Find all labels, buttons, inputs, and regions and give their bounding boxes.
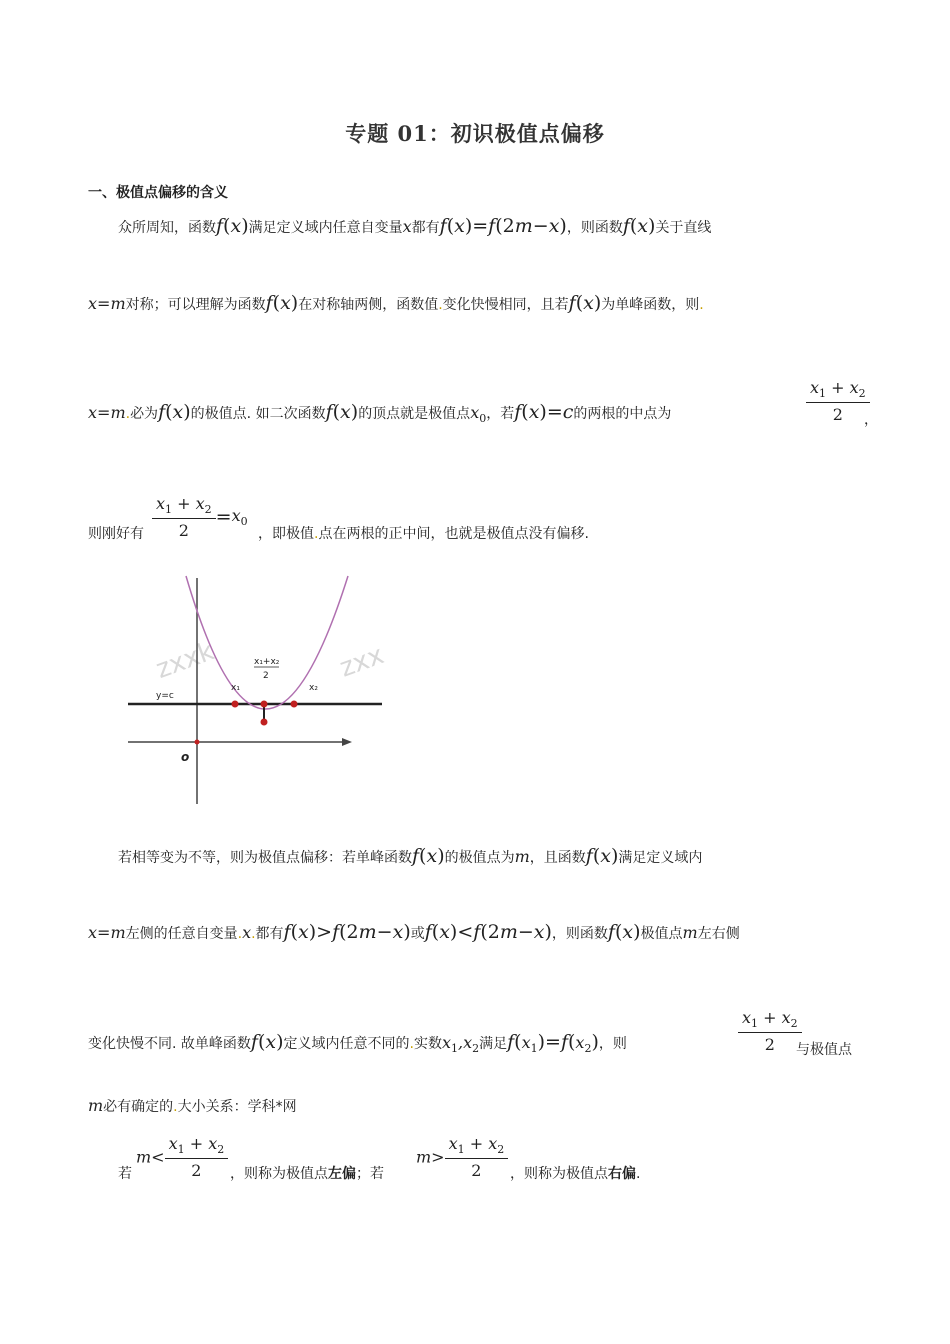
watermark-left: zxxk [152, 636, 219, 685]
para-line-4a: 则刚好有 [88, 526, 144, 542]
label-mid-denominator: 2 [263, 671, 269, 681]
label-y-equals-c: y=c [156, 691, 174, 701]
left-bias-term: 左偏 [328, 1166, 356, 1182]
para-line-9a: 若 [118, 1166, 132, 1182]
section-heading: 一、极值点偏移的含义 [88, 185, 228, 201]
x-axis-arrow [342, 738, 352, 746]
right-bias-inequality: m> $\frac{x_1 + x_2}{2}$ [416, 1134, 508, 1180]
label-origin: o [181, 750, 190, 764]
para-line-8: m必有确定的.大小关系：学科*网 [88, 1096, 297, 1115]
midpoint-fraction-1: $\frac{x_1 + x_2}{2}$ [806, 378, 870, 424]
para-line-7: 变化快慢不同. 故单峰函数f(x)定义域内任意不同的.实数$x_1,x_2$满足$f(x_1)=f(x_2)$，则 [88, 1031, 627, 1055]
midpoint-fraction-2: $\frac{x_1 + x_2}{2}$ [738, 1008, 802, 1054]
midpoint-equation: $\frac{x_1 + x_2}{2}$ $=x_0$ [152, 494, 248, 540]
point-x1 [232, 701, 239, 708]
point-origin [195, 740, 200, 745]
label-x1: x₁ [231, 683, 240, 693]
para-line-2: x=m对称；可以理解为函数f(x)在对称轴两侧，函数值.变化快慢相同，且若f(x)为单峰函数，则. [88, 292, 704, 314]
para-line-7-end: 与极值点 [796, 1042, 852, 1058]
left-bias-inequality: m< $\frac{x_1 + x_2}{2}$ [136, 1134, 228, 1180]
label-x2: x₂ [309, 683, 318, 693]
right-bias-term: 右偏 [608, 1166, 636, 1182]
point-midpoint [261, 701, 268, 708]
para-line-5: 若相等变为不等，则为极值点偏移：若单峰函数f(x)的极值点为m，且函数f(x)满足定义域内 [118, 845, 703, 867]
parabola-curve [186, 576, 348, 709]
label-mid-numerator: x₁+x₂ [254, 657, 280, 667]
point-vertex [261, 719, 268, 726]
para-line-6: x=m左侧的任意自变量.x.都有f(x)>f(2m−x)或f(x)<f(2m−x)，则函数f(x)极值点m左右侧 [88, 921, 740, 943]
comma: ， [864, 412, 878, 428]
point-x2 [291, 701, 298, 708]
para-line-9c: ，则称为极值点右偏. [510, 1166, 641, 1182]
watermark-right: zxx [335, 640, 388, 684]
para-line-1: 众所周知，函数f(x)满足定义域内任意自变量x都有f(x)=f(2m−x)，则函数f(x)关于直线 [118, 215, 712, 237]
para-line-3: x=m.必为f(x)的极值点. 如二次函数f(x)的顶点就是极值点$x_0$，若f(x)=c的两根的中点为 [88, 401, 672, 425]
page-title: 专题 01：初识极值点偏移 [345, 121, 605, 146]
para-line-4b: ，即极值.点在两根的正中间，也就是极值点没有偏移. [258, 526, 589, 542]
para-line-9b: ，则称为极值点左偏；若 [230, 1166, 384, 1182]
parabola-figure [126, 574, 388, 806]
